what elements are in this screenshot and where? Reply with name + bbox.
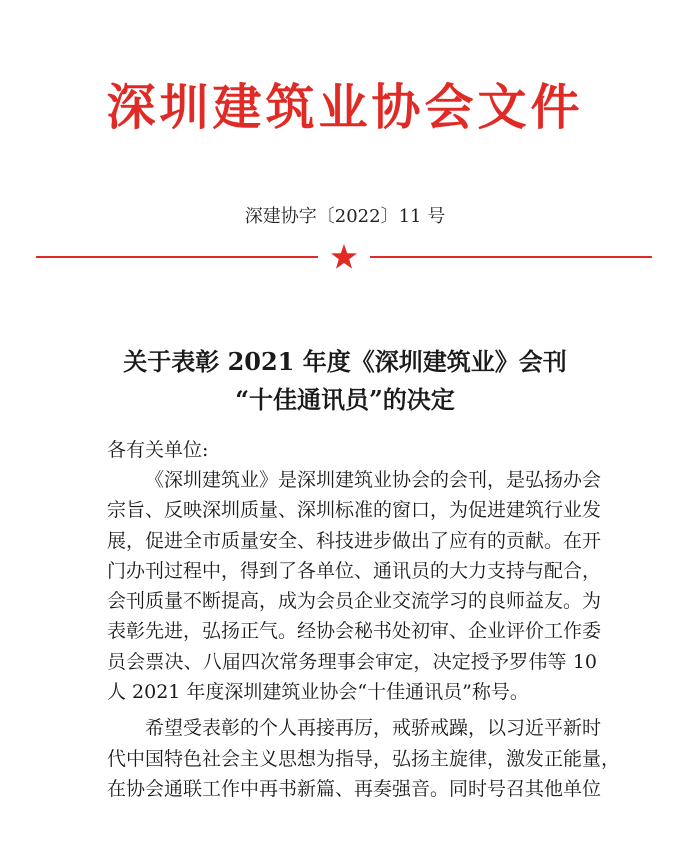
document-number: 深建协字〔2022〕11 号: [244, 206, 446, 227]
document-body: [107, 465, 621, 804]
paragraph-line: 人 2021 年度深圳建筑业协会“十佳通讯员”称号。: [107, 681, 529, 704]
paragraph-line: 展，促进全市质量安全、科技进步做出了应有的贡献。在开: [107, 529, 602, 552]
paragraph-line: 在协会通联工作中再书新篇、再奏强音。同时号召其他单位: [107, 777, 602, 800]
paragraph-line: 员会票决、八届四次常务理事会审定，决定授予罗伟等 10: [107, 650, 597, 673]
star-icon: [330, 243, 358, 271]
document-title-line-1: 关于表彰 2021 年度《深圳建筑业》会刊: [123, 347, 567, 376]
paragraph-line: 代中国特色社会主义思想为指导，弘扬主旋律，激发正能量，: [107, 747, 621, 770]
divider-right: [370, 256, 652, 258]
paragraph-line: 表彰先进，弘扬正气。经协会秘书处初审、企业评价工作委: [107, 620, 602, 643]
document-title-line-2: “十佳通讯员”的决定: [235, 385, 455, 414]
document-title: [0, 343, 690, 419]
divider-left: [36, 256, 318, 258]
paragraph-line: 《深圳建筑业》是深圳建筑业协会的会刊，是弘扬办会: [145, 469, 602, 491]
paragraph-line: 希望受表彰的个人再接再厉，戒骄戒躁，以习近平新时: [145, 717, 602, 740]
paragraph-2: [107, 713, 621, 804]
issuer-header-title: 深圳建筑业协会文件: [106, 79, 584, 136]
paragraph-line: 宗旨、反映深圳质量、深圳标准的窗口，为促进建筑行业发: [107, 499, 602, 522]
paragraph-1: [107, 465, 602, 707]
paragraph-line: 门办刊过程中，得到了各单位、通讯员的大力支持与配合，: [107, 559, 602, 582]
salutation: 各有关单位:: [107, 439, 209, 461]
paragraph-line: 会刊质量不断提高，成为会员企业交流学习的良师益友。为: [107, 590, 602, 613]
